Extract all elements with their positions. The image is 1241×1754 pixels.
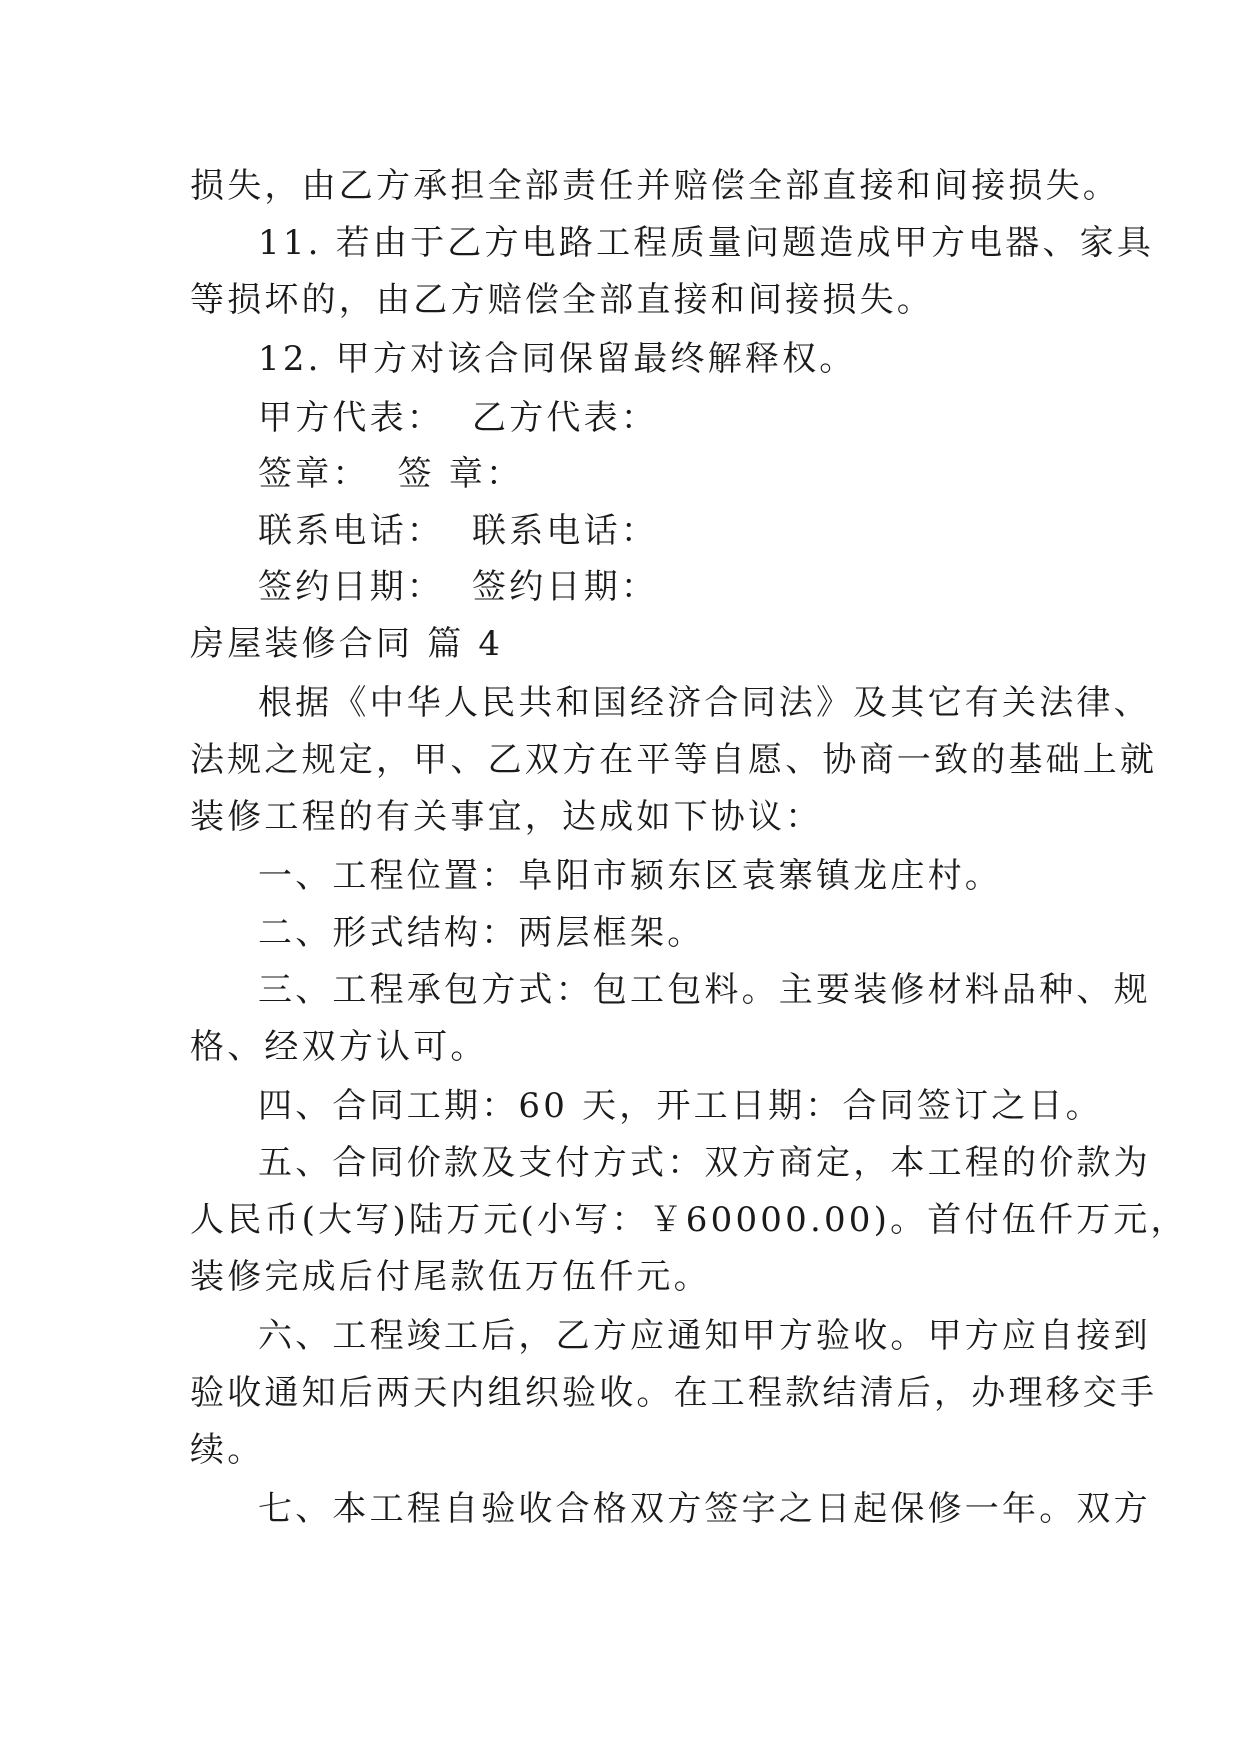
signature-field-line: 联系电话： 联系电话： (258, 511, 659, 551)
text-line: 等损坏的，由乙方赔偿全部直接和间接损失。 (190, 280, 934, 320)
text-line: 续。 (190, 1430, 265, 1470)
text-line: 装修工程的有关事宜，达成如下协议： (190, 797, 823, 837)
text-line: 12. 甲方对该合同保留最终解释权。 (258, 339, 857, 379)
clause-line: 五、合同价款及支付方式：双方商定，本工程的价款为 (258, 1143, 1151, 1183)
signature-field-line: 甲方代表： 乙方代表： (258, 398, 659, 438)
text-line: 11. 若由于乙方电路工程质量问题造成甲方电器、家具 (258, 223, 1155, 263)
text-line: 法规之规定，甲、乙双方在平等自愿、协商一致的基础上就 (190, 740, 1158, 780)
section-heading: 房屋装修合同 篇 4 (190, 624, 504, 664)
text-line: 装修完成后付尾款伍万伍仟元。 (190, 1257, 711, 1297)
clause-line: 二、形式结构：两层框架。 (258, 913, 705, 953)
text-line: 验收通知后两天内组织验收。在工程款结清后，办理移交手 (190, 1373, 1158, 1413)
text-line: 损失，由乙方承担全部责任并赔偿全部直接和间接损失。 (190, 166, 1120, 206)
clause-line: 四、合同工期：60 天，开工日期：合同签订之日。 (258, 1086, 1103, 1126)
clause-line: 一、工程位置：阜阳市颍东区袁寨镇龙庄村。 (258, 856, 1002, 896)
text-line: 格、经双方认可。 (190, 1027, 488, 1067)
signature-field-line: 签章： 签 章： (258, 454, 524, 494)
clause-line: 七、本工程自验收合格双方签字之日起保修一年。双方 (258, 1489, 1151, 1529)
clause-line: 六、工程竣工后，乙方应通知甲方验收。甲方应自接到 (258, 1316, 1151, 1356)
clause-line: 三、工程承包方式：包工包料。主要装修材料品种、规 (258, 970, 1151, 1010)
text-line: 人民币(大写)陆万元(小写：￥60000.00)。首付伍仟万元， (190, 1200, 1188, 1240)
text-line: 根据《中华人民共和国经济合同法》及其它有关法律、 (258, 683, 1151, 723)
signature-field-line: 签约日期： 签约日期： (258, 567, 659, 607)
